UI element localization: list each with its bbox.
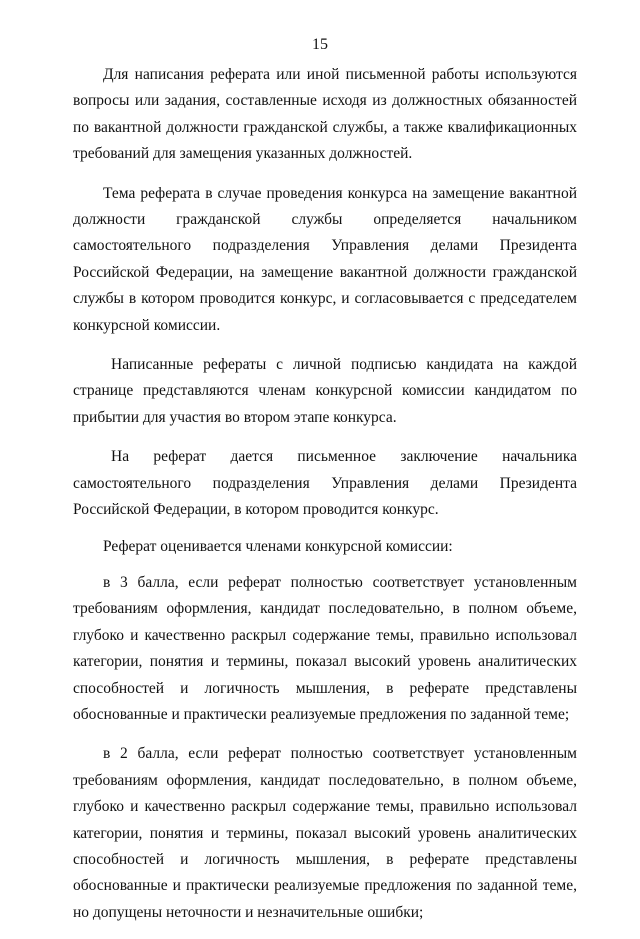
paragraph-essay-questions: Для написания реферата или иной письменной работы используются вопросы или задания, составленные исходя из должностных обязанностей по вакантной должности гражданской службы, а также квалификационных требований для замещения указанных должностей. <box>73 66 577 163</box>
paragraph-essay-evaluation: Реферат оценивается членами конкурсной комиссии: <box>103 537 453 555</box>
paragraph-essay-submission: Написанные рефераты с личной подписью кандидата на каждой странице представляются членам конкурсной комиссии кандидатом по прибытии для участия во втором этапе конкурса. <box>73 356 577 426</box>
paragraph-score-3: в 3 балла, если реферат полностью соответствует установленным требованиям оформления, кандидат последовательно, в полном объеме, глубоко и качественно раскрыл содержание темы, правильно использовал категории, понятия и термины, показал высокий уровень аналитических способностей и логичность мышления, в реферате представлены обоснованные и практически реализуемые предложения по заданной теме; <box>73 573 577 723</box>
paragraph-score-2: в 2 балла, если реферат полностью соответствует установленным требованиям оформления, кандидат последовательно, в полном объеме, глубоко и качественно раскрыл содержание темы, правильно использовал категории, понятия и термины, показал высокий уровень аналитических способностей и логичность мышления, в реферате представлены обоснованные и практически реализуемые предложения по заданной теме, но допущены неточности и незначительные ошибки; <box>73 745 577 921</box>
document-body <box>73 62 577 939</box>
paragraph-essay-conclusion: На реферат дается письменное заключение начальника самостоятельного подразделения Управления делами Президента Российской Федерации, в котором проводится конкурс. <box>73 448 577 519</box>
paragraph-essay-topic: Тема реферата в случае проведения конкурса на замещение вакантной должности гражданской службы определяется начальником самостоятельного подразделения Управления делами Президента Российской Федерации, на замещение вакантной должности гражданской службы в котором проводится конкурс, и согласовывается с председателем конкурсной комиссии. <box>73 184 577 334</box>
page-number: 15 <box>312 36 328 53</box>
